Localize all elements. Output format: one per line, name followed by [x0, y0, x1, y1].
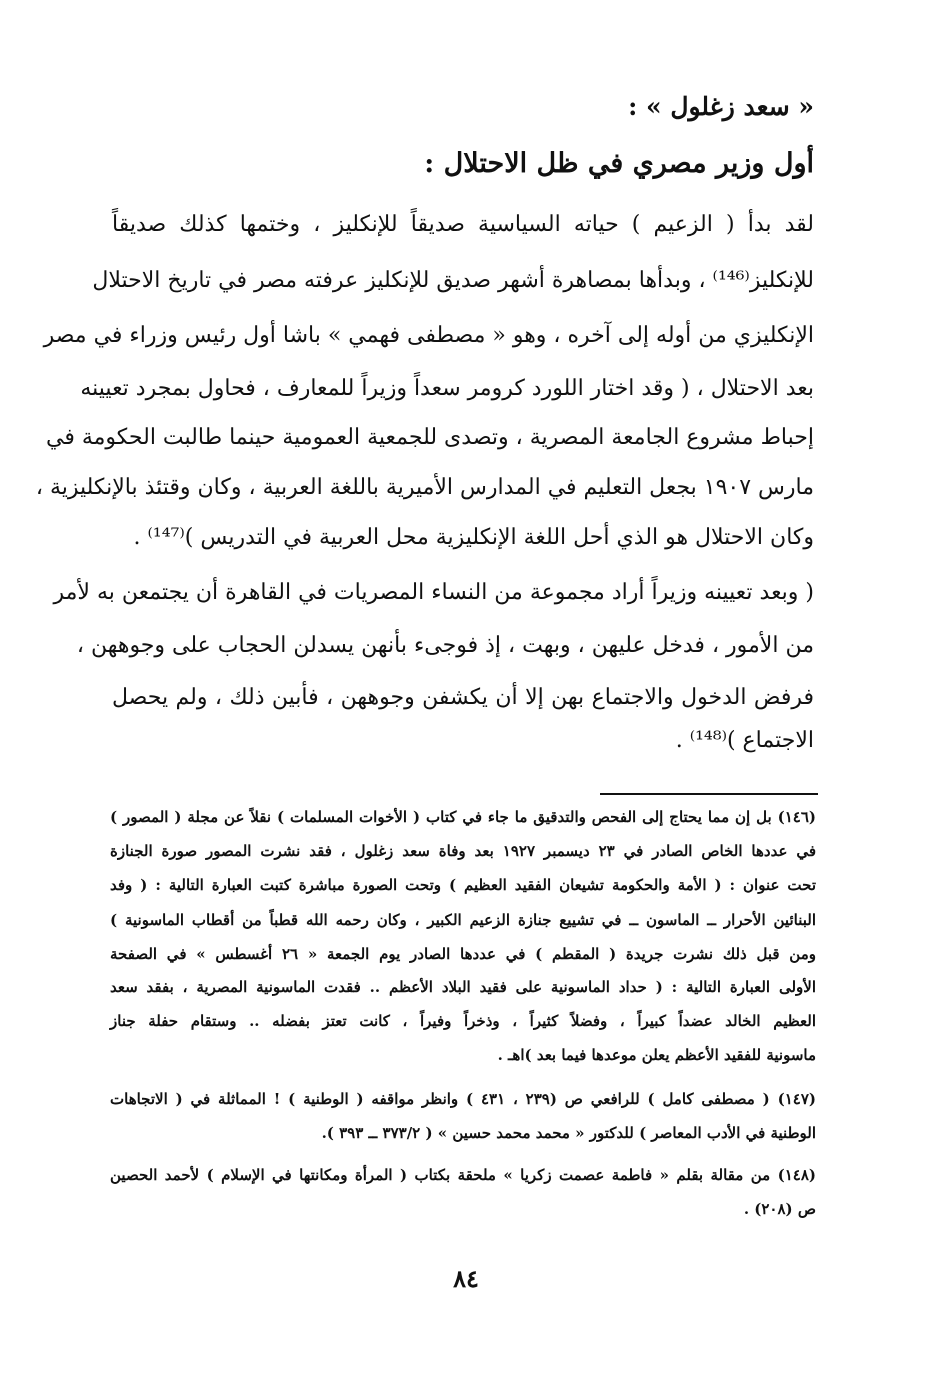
footnote-148-line-1: (١٤٨) من مقالة بقلم « فاطمة عصمت زكريا » ملحقة بكتاب ( المرأة ومكانتها في الإسلام ) لأحمد الحصين [110, 1166, 816, 1184]
paragraph-2-line-4: الاجتماع )⁽¹⁴⁸⁾ . [675, 728, 814, 753]
footnote-147-line-2: الوطنية في الأدب المعاصر ) للدكتور « محمد محمد حسين » ( ٣٧٣/٢ ــ ٣٩٣ ). [321, 1124, 816, 1142]
paragraph-1-line-7: وكان الاحتلال هو الذي أحل اللغة الإنكليزية محل العربية في التدريس )⁽¹⁴⁷⁾ . [133, 525, 814, 550]
paragraph-1-line-3: الإنكليزي من أوله إلى آخره ، وهو « مصطفى فهمي » باشا أول رئيس وزراء في مصر [43, 323, 814, 348]
footnote-146-line-4: البنائين الأحرار ــ الماسون ــ في تشييع جنازة الزعيم الكبير ، وكان رحمه الله قطباً من أقطاب الماسونية ) [110, 911, 816, 929]
paragraph-1-line-6: مارس ١٩٠٧ بجعل التعليم في المدارس الأميرية باللغة العربية ، وكان وقتئذ بالإنكليزية ، [35, 475, 814, 500]
footnote-146-line-5: ومن قبل ذلك نشرت جريدة ( المقطم ) في عددها الصادر يوم الجمعة « ٢٦ أغسطس » في الصفحة [110, 945, 816, 963]
footnote-147-line-1: (١٤٧) ( مصطفى كامل ) للرافعي ص (٢٣٩ ، ٤٣١ ) وانظر مواقفه ( الوطنية ) ! المماثلة في ( الاتجاهات [110, 1090, 816, 1108]
footnote-148-line-2: ص (٢٠٨) . [743, 1200, 816, 1218]
paragraph-2-line-3: فرفض الدخول والاجتماع بهن إلا أن يكشفن وجوههن ، فأبين ذلك ، ولم يحصل [112, 685, 814, 710]
footnote-146-line-7: العظيم الخالد عضداً كبيراً ، وفضلاً كثيراً ، وذخراً وفيراً ، كانت تعتز بفضله .. وستقام حفلة جناز [110, 1012, 816, 1030]
footnote-separator [600, 793, 818, 795]
footnote-146-line-8: ماسونية للفقيد الأعظم يعلن موعدها فيما بعد )اهـ . [497, 1046, 816, 1064]
footnote-146-line-1: (١٤٦) بل إن مما يحتاج إلى الفحص والتدقيق ما جاء في كتاب ( الأخوات المسلمات ) نقلاً عن مجلة ( المصور ) [110, 808, 816, 826]
footnote-146-line-2: في عددها الخاص الصادر في ٢٣ ديسمبر ١٩٢٧ بعد وفاة سعد زغلول ، فقد نشرت المصور صورة الجنازة [110, 842, 817, 860]
section-subtitle: أول وزير مصري في ظل الاحتلال : [424, 148, 814, 179]
page-number: ٨٤ [453, 1264, 479, 1293]
paragraph-1-line-5: إحباط مشروع الجامعة المصرية ، وتصدى للجمعية العمومية حينما طالبت الحكومة في [45, 425, 814, 450]
paragraph-2-line-2: من الأمور ، فدخل عليهن ، وبهت ، إذ فوجىء بأنهن يسدلن الحجاب على وجوههن ، [76, 633, 814, 658]
paragraph-1-line-2: للإنكليز⁽¹⁴⁶⁾ ، وبدأها بمصاهرة أشهر صديق للإنكليز عرفته مصر في تاريخ الاحتلال [92, 268, 814, 293]
footnote-146-line-6: الأولى العبارة التالية : ( حداد الماسونية على فقيد البلاد الأعظم .. فقدت الماسونية المصرية ، بفقد سعد [110, 978, 816, 996]
paragraph-2-line-1: ( وبعد تعيينه وزيراً أراد مجموعة من النساء المصريات في القاهرة أن يجتمعن به لأمر [53, 580, 814, 605]
paragraph-1-line-1: لقد بدأ ( الزعيم ) حياته السياسية صديقاً للإنكليز ، وختمها كذلك صديقاً [112, 212, 814, 237]
section-title: « سعد زغلول » : [628, 92, 814, 121]
footnote-146-line-3: تحت عنوان : ( الأمة والحكومة تشيعان الفقيد العظيم ) وتحت الصورة مباشرة كتبت العبارة التالية : ( وفد [110, 876, 816, 894]
paragraph-1-line-4: بعد الاحتلال ، ( وقد اختار اللورد كرومر سعداً وزيراً للمعارف ، فحاول بمجرد تعيينه [80, 376, 814, 401]
